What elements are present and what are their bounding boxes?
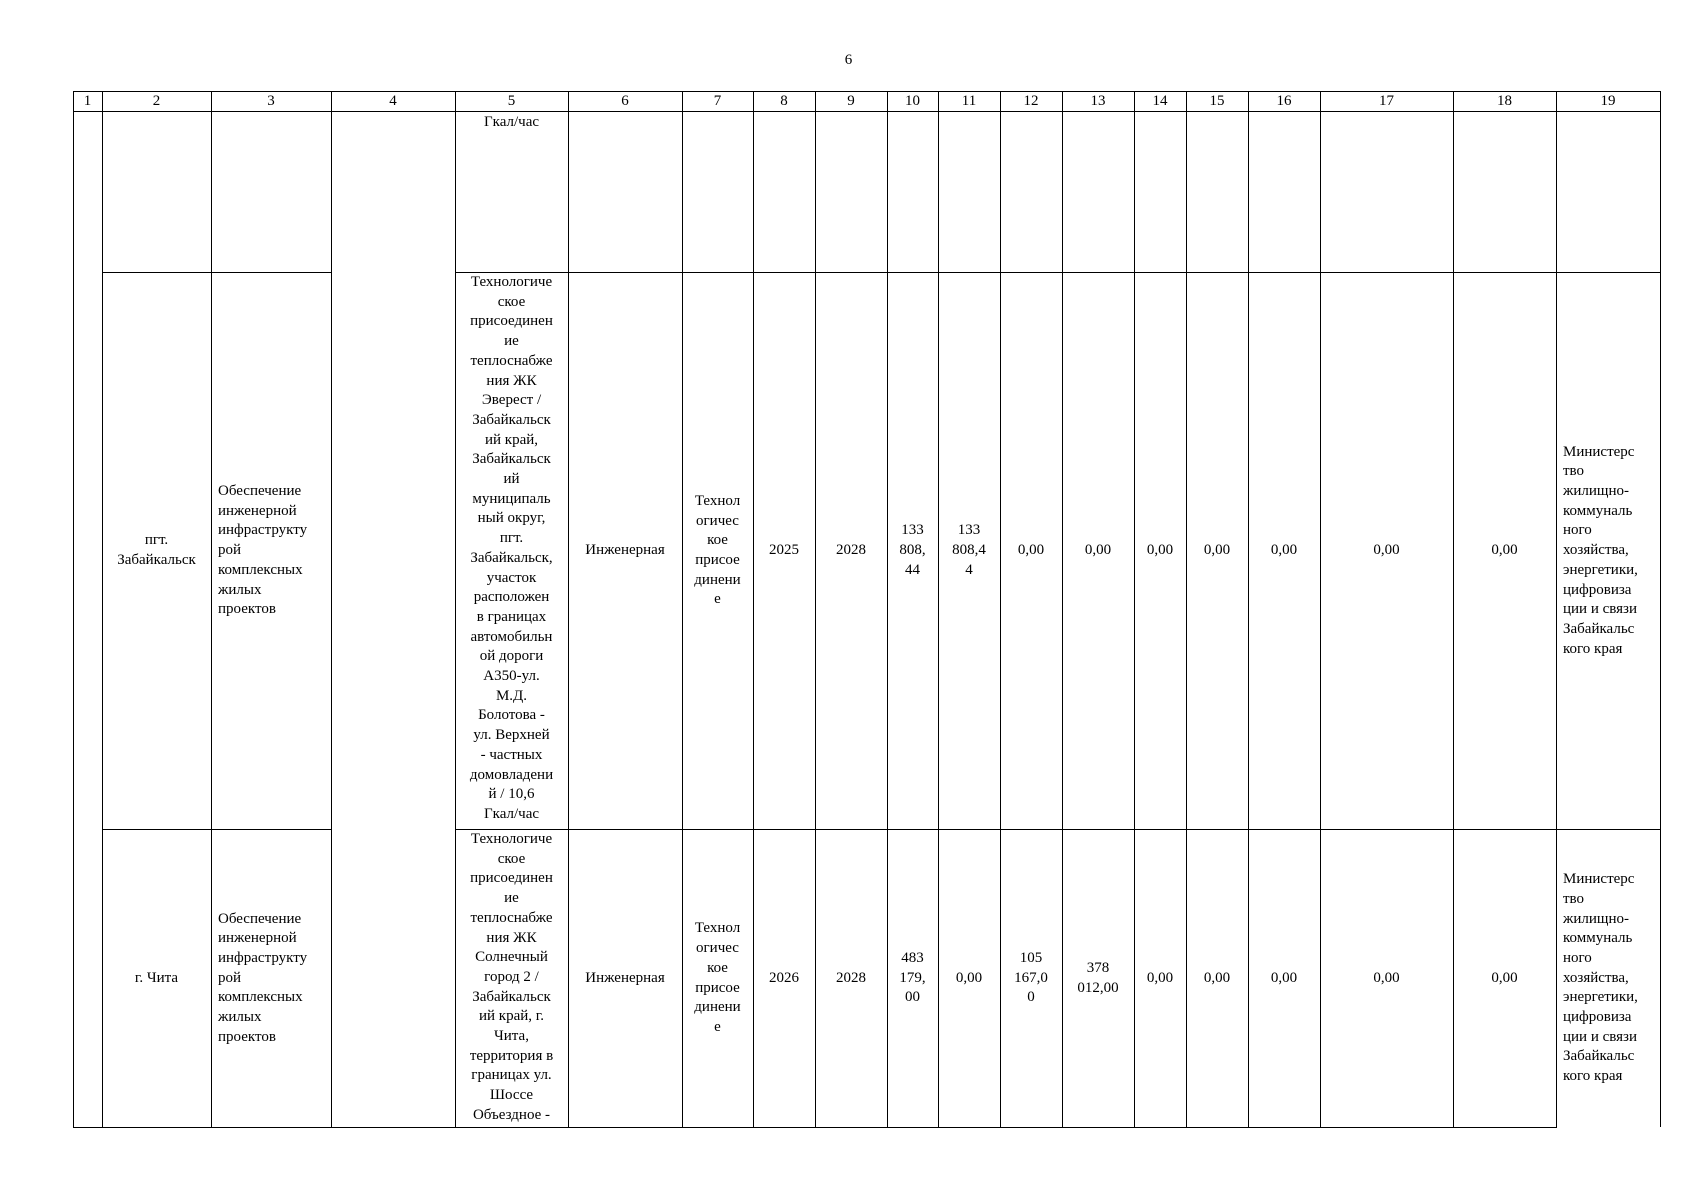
row-2-responsible: Министерс тво жилищно- коммуналь ного хозяйства, энергетики, цифровиза ции и связи Забайкальс кого края: [1563, 871, 1638, 1085]
row-1-purpose: Обеспечение инженерной инфраструкту рой комплексных жилых проектов: [218, 483, 308, 618]
row-2-event-type: Технол огичес кое присое динени е: [694, 920, 741, 1035]
column-header-13: 13: [1090, 93, 1106, 109]
row-2-col15: 0,00: [1203, 969, 1231, 986]
column-header-1: 1: [83, 93, 92, 109]
row-1-col16: 0,00: [1270, 542, 1298, 559]
header-border-bottom: [73, 111, 1661, 112]
column-header-17: 17: [1379, 93, 1394, 109]
column-divider: [331, 91, 332, 1128]
row-2-col14: 0,00: [1146, 969, 1174, 986]
row-1-col10: 133 808, 44: [899, 522, 926, 578]
row-1-col12: 0,00: [1017, 542, 1045, 559]
row-2-col16: 0,00: [1270, 969, 1298, 986]
row-2-purpose: Обеспечение инженерной инфраструкту рой комплексных жилых проектов: [218, 910, 308, 1045]
column-divider: [1660, 91, 1661, 1127]
page-number: 6: [844, 52, 853, 68]
column-header-16: 16: [1276, 93, 1292, 109]
row-1-col11: 133 808,4 4: [952, 522, 986, 578]
row-2-col12: 105 167,0 0: [1014, 949, 1048, 1006]
row-1-col15: 0,00: [1203, 542, 1231, 559]
column-header-4: 4: [389, 93, 397, 109]
column-header-2: 2: [152, 93, 161, 109]
row-2-col11: 0,00: [955, 969, 983, 986]
row-2-col17: 0,00: [1373, 969, 1400, 986]
column-header-12: 12: [1023, 93, 1039, 109]
row-2-settlement: г. Чита: [134, 969, 179, 986]
column-header-3: 3: [267, 93, 275, 109]
column-header-11: 11: [961, 93, 977, 109]
column-header-7: 7: [713, 93, 722, 109]
column-header-15: 15: [1209, 93, 1225, 109]
row-1-responsible: Министерс тво жилищно- коммуналь ного хозяйства, энергетики, цифровиза ции и связи Забайкальс кого края: [1563, 443, 1638, 657]
row-1-settlement: пгт. Забайкальск: [117, 532, 196, 568]
column-header-9: 9: [847, 93, 855, 109]
row-1-year-end: 2028: [836, 542, 866, 559]
column-header-5: 5: [507, 93, 516, 109]
row-1-year-start: 2025: [769, 542, 799, 559]
column-divider: [73, 91, 74, 1128]
row-2-col18: 0,00: [1491, 969, 1518, 986]
row-1-col14: 0,00: [1146, 542, 1174, 559]
row-1-object: Технологиче ское присоединен ие теплоснабже ния ЖК Эверест / Забайкальск ий край, Забайкальск ий муниципаль ный округ, пгт. Забайкальск, участок расположен в границах автомобильн ой дороги А350-ул. М.Д. Болотова - ул. Верхней - частных домовладени й / 10,6 Гкал/час: [469, 274, 554, 822]
column-header-19: 19: [1600, 93, 1616, 109]
row-2-year-end: 2028: [836, 969, 866, 986]
column-header-10: 10: [905, 93, 920, 109]
column-header-18: 18: [1497, 93, 1512, 109]
row-1-col13: 0,00: [1084, 542, 1112, 559]
column-header-8: 8: [780, 93, 788, 109]
row-1-col17: 0,00: [1373, 542, 1400, 559]
row-2-infrastructure: Инженерная: [585, 969, 665, 986]
row-2-year-start: 2026: [769, 969, 799, 986]
continuation-cell: Гкал/час: [483, 114, 540, 130]
row-1-col18: 0,00: [1491, 542, 1518, 559]
row-1-infrastructure: Инженерная: [585, 542, 665, 559]
row-2-col10: 483 179, 00: [899, 949, 926, 1006]
row-2-col13: 378 012,00: [1077, 959, 1119, 996]
column-header-6: 6: [621, 93, 629, 109]
row-1-event-type: Технол огичес кое присое динени е: [694, 492, 741, 608]
column-header-14: 14: [1152, 93, 1168, 109]
row-2-object: Технологиче ское присоединен ие теплоснабже ния ЖК Солнечный город 2 / Забайкальск ий край, г. Чита, территория в границах ул. Шоссе Объездное -: [469, 831, 554, 1123]
